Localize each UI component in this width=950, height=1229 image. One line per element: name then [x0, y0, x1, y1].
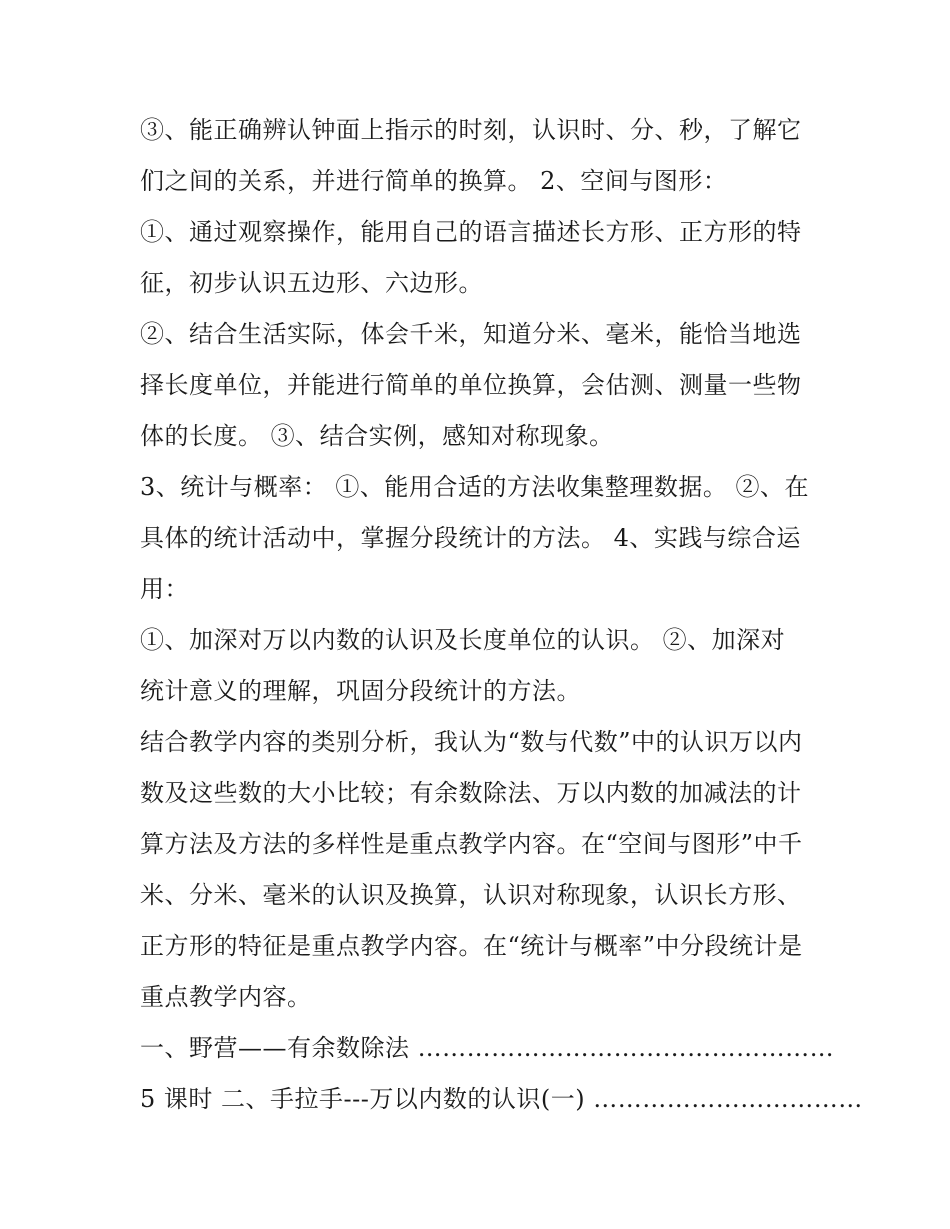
text-line: 征，初步认识五边形、六边形。 — [140, 269, 483, 297]
text-line: 重点教学内容。 — [140, 983, 312, 1011]
toc-line: 5 课时 二、手拉手---万以内数的认识(一) …………………………… — [140, 1085, 863, 1113]
text-line: 3、统计与概率： ①、能用合适的方法收集整理数据。 ②、在 — [140, 473, 810, 501]
text-line: ①、通过观察操作，能用自己的语言描述长方形、正方形的特 — [140, 218, 802, 246]
toc-line: 一、野营——有余数除法 …………………………………………… — [140, 1034, 835, 1062]
text-line: 们之间的关系，并进行简单的换算。 2、空间与图形： — [140, 167, 728, 195]
text-line: 择长度单位，并能进行简单的单位换算，会估测、测量一些物 — [140, 371, 802, 399]
text-line: 具体的统计活动中，掌握分段统计的方法。 4、实践与综合运 — [140, 524, 801, 552]
text-line: ③、能正确辨认钟面上指示的时刻，认识时、分、秒，了解它 — [140, 116, 802, 144]
text-line: 正方形的特征是重点教学内容。在“统计与概率”中分段统计是 — [140, 932, 803, 960]
text-line: 用： — [140, 575, 189, 603]
text-line: 米、分米、毫米的认识及换算，认识对称现象，认识长方形、 — [140, 881, 802, 909]
text-line: 体的长度。 ③、结合实例，感知对称现象。 — [140, 422, 614, 450]
text-line: 算方法及方法的多样性是重点教学内容。在“空间与图形”中千 — [140, 830, 803, 858]
text-line: ②、结合生活实际，体会千米，知道分米、毫米，能恰当地选 — [140, 320, 802, 348]
text-line: 结合教学内容的类别分析，我认为“数与代数”中的认识万以内 — [140, 728, 803, 756]
document-body — [140, 105, 863, 1125]
text-line: ①、加深对万以内数的认识及长度单位的认识。 ②、加深对 — [140, 626, 786, 654]
text-line: 统计意义的理解，巩固分段统计的方法。 — [140, 677, 581, 705]
text-line: 数及这些数的大小比较；有余数除法、万以内数的加减法的计 — [140, 779, 802, 807]
